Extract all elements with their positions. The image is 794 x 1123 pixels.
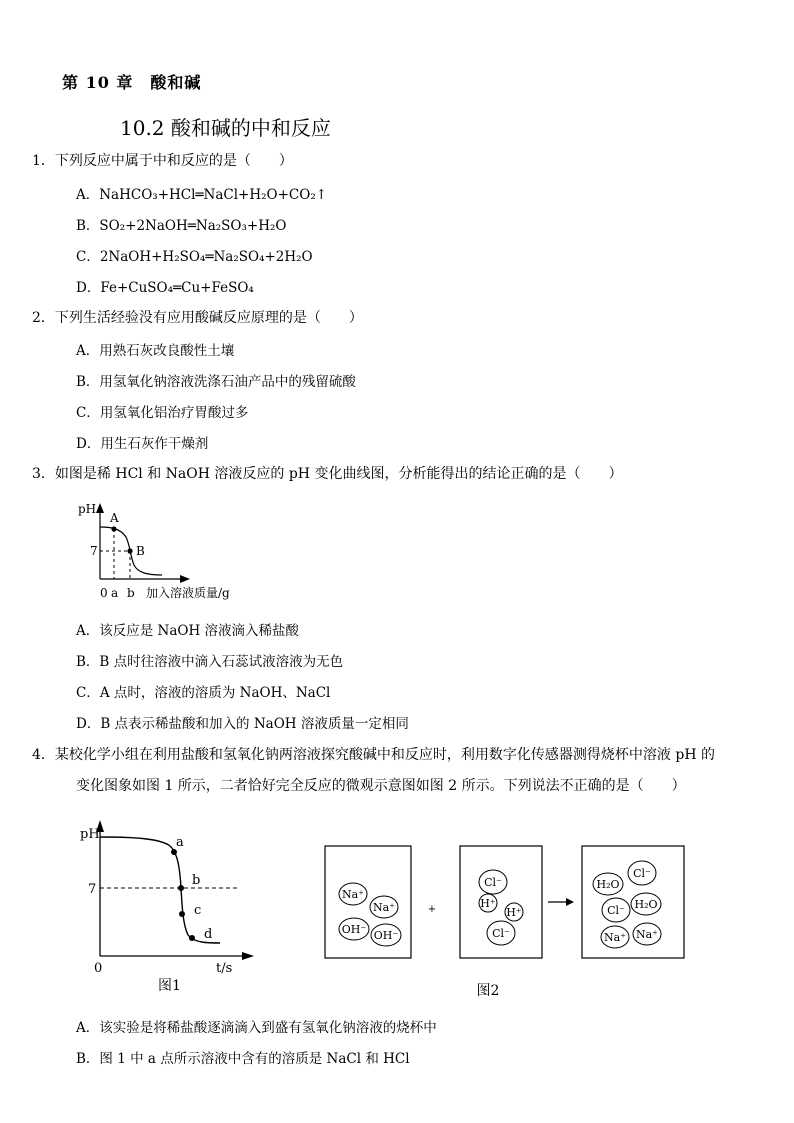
reaction-arrow-head (566, 898, 574, 906)
question-4-stem-line-1: 4．某校化学小组在利用盐酸和氢氧化钠两溶液探究酸碱中和反应时，利用数字化传感器测得烧杯中溶液 pH 的 (32, 747, 715, 763)
point-a-dot (111, 526, 116, 531)
ion-h-1-label: H⁺ (480, 897, 496, 910)
question-1-option-b: B．SO₂+2NaOH═Na₂SO₃+H₂O (76, 218, 287, 234)
question-3-option-d: D．B 点表示稀盐酸和加入的 NaOH 溶液质量一定相同 (76, 716, 409, 732)
question-3-option-a: A．该反应是 NaOH 溶液滴入稀盐酸 (76, 623, 300, 639)
figure-1-ph-time-graph (70, 810, 270, 1000)
ion-h-2-label: H⁺ (506, 906, 522, 919)
x-axis-label: 加入溶液质量/g (146, 586, 230, 600)
molecule-h2o-1-label: H₂O (596, 878, 620, 891)
point-b-dot (127, 548, 132, 553)
ion-oh-1-label: OH⁻ (341, 923, 367, 936)
ph7-label: 7 (90, 544, 98, 558)
question-2-option-d: D．用生石灰作干燥剂 (76, 436, 209, 452)
fig1-label-b: b (192, 873, 201, 888)
origin-label: 0 (100, 586, 108, 600)
ion-cl-4-label: Cl⁻ (607, 904, 625, 917)
fig1-label-a: a (176, 835, 184, 850)
chapter-title: 第 10 章 酸和碱 (62, 73, 202, 92)
fig1-x-label: t/s (216, 961, 233, 976)
fig1-label-d: d (204, 927, 213, 942)
question-1-option-c: C．2NaOH+H₂SO₄═Na₂SO₄+2H₂O (76, 249, 313, 265)
question-3-option-b: B．B 点时往溶液中滴入石蕊试液溶液为无色 (76, 654, 344, 670)
question-2-option-a: A．用熟石灰改良酸性土壤 (76, 343, 235, 359)
x-tick-a: a (111, 586, 119, 600)
fig1-point-b (178, 885, 184, 891)
question-2-option-c: C．用氢氧化铝治疗胃酸过多 (76, 405, 249, 421)
fig2-caption: 图2 (476, 983, 500, 999)
ion-cl-2-label: Cl⁻ (492, 927, 510, 940)
question-1-option-d: D．Fe+CuSO₄═Cu+FeSO₄ (76, 280, 254, 296)
x-tick-b: b (127, 586, 135, 600)
fig1-caption: 图1 (158, 978, 181, 994)
point-a-label: A (110, 511, 119, 525)
question-4-option-a: A．该实验是将稀盐酸逐滴滴入到盛有氢氧化钠溶液的烧杯中 (76, 1020, 437, 1036)
fig1-y-label: pH (80, 827, 100, 842)
ion-na-4-label: Na⁺ (636, 928, 658, 941)
figure-2-microscopic-diagram (320, 840, 720, 1005)
question-4-stem-line-2: 变化图象如图 1 所示，二者恰好完全反应的微观示意图如图 2 所示。下列说法不正确的是（ ） (76, 778, 686, 794)
fig1-label-c: c (194, 903, 202, 918)
y-axis-arrow (96, 503, 104, 513)
x-axis-arrow (180, 575, 190, 583)
question-1-option-a: A．NaHCO₃+HCl═NaCl+H₂O+CO₂↑ (76, 187, 328, 203)
ion-oh-2-label: OH⁻ (373, 929, 399, 942)
fig1-ph7-label: 7 (88, 882, 97, 897)
box-products (582, 846, 684, 958)
ion-cl-3-label: Cl⁻ (633, 867, 651, 880)
box-hcl (460, 846, 542, 958)
molecule-h2o-2-label: H₂O (634, 898, 658, 911)
ion-cl-1-label: Cl⁻ (484, 876, 502, 889)
question-1-stem: 1．下列反应中属于中和反应的是（ ） (32, 153, 293, 169)
ion-na-2-label: Na⁺ (373, 901, 395, 914)
fig1-point-d (189, 935, 195, 941)
fig1-ph-curve (100, 837, 220, 943)
question-3-option-c: C．A 点时，溶液的溶质为 NaOH、NaCl (76, 685, 331, 701)
plus-sign: + (427, 904, 437, 915)
point-b-label: B (136, 544, 145, 558)
question-4-option-b: B．图 1 中 a 点所示溶液中含有的溶质是 NaCl 和 HCl (76, 1051, 410, 1067)
y-axis-label: pH (78, 502, 97, 516)
ion-na-3-label: Na⁺ (604, 931, 626, 944)
ion-na-1-label: Na⁺ (342, 888, 364, 901)
question-2-stem: 2．下列生活经验没有应用酸碱反应原理的是（ ） (32, 310, 363, 326)
fig1-x-axis-arrow (242, 952, 254, 960)
question-3-stem: 3．如图是稀 HCl 和 NaOH 溶液反应的 pH 变化曲线图，分析能得出的结论正确的是（ ） (32, 466, 623, 482)
fig1-point-c (179, 911, 185, 917)
question-2-option-b: B．用氢氧化钠溶液洗涤石油产品中的残留硫酸 (76, 374, 356, 390)
question-3-ph-curve-figure (70, 495, 270, 610)
section-title: 10.2 酸和碱的中和反应 (120, 116, 331, 140)
fig1-origin-label: 0 (94, 961, 103, 976)
